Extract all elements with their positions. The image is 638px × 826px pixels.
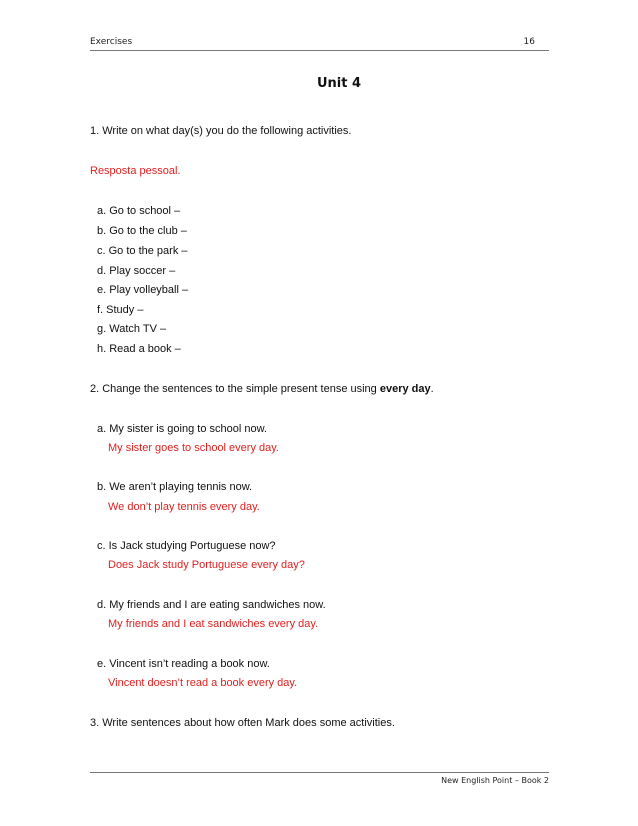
exercise-2-question: a. My sister is going to school now. <box>97 423 267 435</box>
exercise-2-answer: We don’t play tennis every day. <box>108 501 260 513</box>
exercise-3-prompt: 3. Write sentences about how often Mark does some activities. <box>90 717 395 729</box>
exercise-2-answer: Vincent doesn’t read a book every day. <box>108 677 298 689</box>
exercise-2-question: b. We aren’t playing tennis now. <box>97 481 253 493</box>
exercise-1-item: a. Go to school – <box>97 205 181 217</box>
unit-title: Unit 4 <box>316 76 362 91</box>
exercise-2-prompt-keyword: every day <box>379 383 431 395</box>
exercise-2-answer: My sister goes to school every day. <box>108 442 279 454</box>
exercise-1-item: c. Go to the park – <box>97 245 188 257</box>
page-header <box>90 34 549 51</box>
exercise-2-question: d. My friends and I are eating sandwiches now. <box>97 599 326 611</box>
exercise-2-answer: Does Jack study Portuguese every day? <box>108 559 305 571</box>
exercise-2-prompt-end: . <box>430 383 434 395</box>
exercise-2-prompt-text: 2. Change the sentences to the simple present tense using <box>90 383 380 395</box>
exercise-2-question: c. Is Jack studying Portuguese now? <box>97 540 276 552</box>
exercise-1-prompt: 1. Write on what day(s) you do the following activities. <box>90 125 352 137</box>
header-section-label: Exercises <box>90 37 133 47</box>
exercise-1-item: f. Study – <box>97 304 144 316</box>
exercise-1-item: e. Play volleyball – <box>97 284 189 296</box>
exercise-1-item: h. Read a book – <box>97 343 181 355</box>
exercise-1-answer-note: Resposta pessoal. <box>90 165 181 177</box>
exercise-1-item: d. Play soccer – <box>97 265 176 277</box>
exercise-1-item: g. Watch TV – <box>97 323 167 335</box>
footer-divider <box>90 772 549 773</box>
exercise-1-item: b. Go to the club – <box>97 225 187 237</box>
exercise-2-prompt <box>90 383 434 395</box>
exercise-2-question: e. Vincent isn’t reading a book now. <box>97 658 270 670</box>
page-footer: New English Point – Book 2 <box>441 776 549 785</box>
exercise-2-answer: My friends and I eat sandwiches every day. <box>108 618 319 630</box>
header-page-number: 16 <box>523 37 535 47</box>
